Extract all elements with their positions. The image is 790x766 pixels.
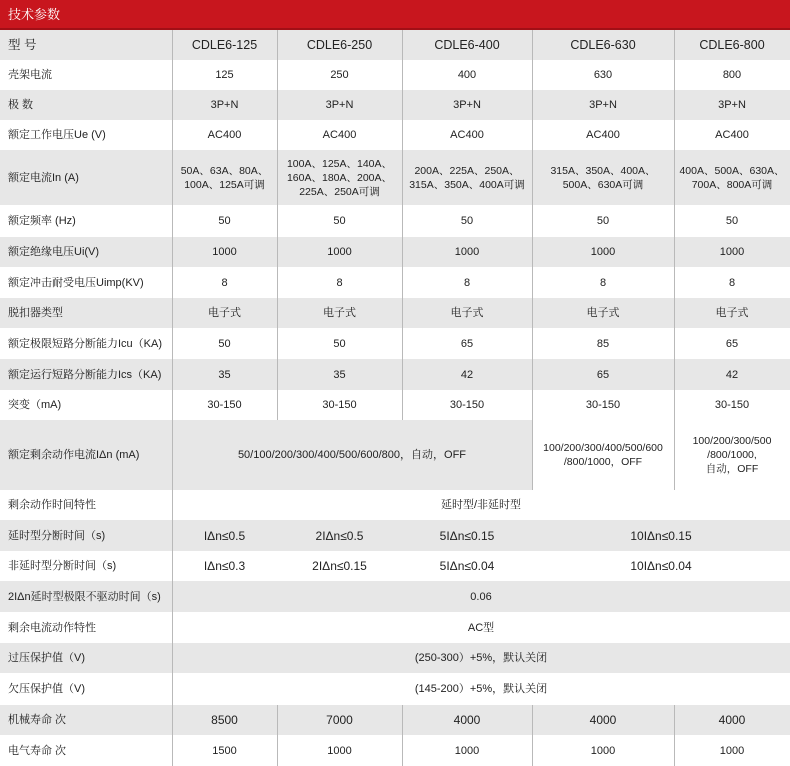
- frequency-value-800: 50: [674, 205, 790, 237]
- nondrive-value: 0.06: [172, 581, 790, 612]
- column-divider: [674, 60, 675, 90]
- column-divider: [674, 359, 675, 390]
- voltage-value-630: AC400: [532, 120, 674, 150]
- current-value-250-line: 160A、180A、200A、: [286, 171, 393, 184]
- poles-value-250: 3P+N: [277, 90, 402, 120]
- frame-value-800: 800: [674, 60, 790, 90]
- voltage-value-400: AC400: [402, 120, 532, 150]
- poles-value-630: 3P+N: [532, 90, 674, 120]
- column-divider: [277, 705, 278, 735]
- mech-life-value-800: 4000: [674, 705, 790, 735]
- frequency-label: 额定频率 (Hz): [0, 205, 172, 237]
- column-divider: [402, 30, 403, 60]
- elec-life-value-400: 1000: [402, 735, 532, 766]
- insulation-label: 额定绝缘电压Ui(V): [0, 237, 172, 267]
- column-divider: [532, 359, 533, 390]
- column-divider: [172, 735, 173, 766]
- current-value-125: [172, 150, 277, 205]
- current-value-125-line: 100A、125A可调: [184, 178, 265, 191]
- over-voltage-label: 过压保护值（V): [0, 643, 172, 673]
- current-value-800: [674, 150, 790, 205]
- sudden-value-250: 30-150: [277, 390, 402, 420]
- residual-value-800-line: /800/1000,: [707, 449, 757, 461]
- column-divider: [277, 30, 278, 60]
- column-divider: [532, 298, 533, 328]
- frequency-value-125: 50: [172, 205, 277, 237]
- column-divider: [172, 298, 173, 328]
- column-divider: [172, 267, 173, 298]
- ics-value-250: 35: [277, 359, 402, 390]
- column-divider: [172, 581, 173, 612]
- impulse-value-800: 8: [674, 267, 790, 298]
- column-divider: [172, 328, 173, 359]
- section-title: 技术参数: [0, 0, 790, 30]
- impulse-value-400: 8: [402, 267, 532, 298]
- column-divider: [532, 705, 533, 735]
- column-divider: [172, 705, 173, 735]
- voltage-value-800: AC400: [674, 120, 790, 150]
- column-divider: [277, 150, 278, 205]
- current-value-400-line: 315A、350A、400A可调: [409, 178, 525, 191]
- residual-char-value: AC型: [172, 612, 790, 643]
- column-divider: [172, 420, 173, 490]
- column-divider: [172, 490, 173, 520]
- column-divider: [277, 328, 278, 359]
- release-value-250: 电子式: [277, 298, 402, 328]
- sudden-value-800: 30-150: [674, 390, 790, 420]
- voltage-value-125: AC400: [172, 120, 277, 150]
- residual-value-800-line: 100/200/300/500: [692, 435, 772, 447]
- delay-break-value: 5IΔn≤0.15: [402, 520, 532, 551]
- elec-life-label: 电气寿命 次: [0, 735, 172, 766]
- column-divider: [277, 120, 278, 150]
- column-divider: [172, 390, 173, 420]
- icu-value-800: 65: [674, 328, 790, 359]
- poles-label: 极 数: [0, 90, 172, 120]
- current-label: 额定电流In (A): [0, 150, 172, 205]
- column-divider: [674, 420, 675, 490]
- residual-time-value: 延时型/非延时型: [172, 490, 790, 520]
- column-divider: [674, 328, 675, 359]
- column-divider: [532, 267, 533, 298]
- column-divider: [402, 735, 403, 766]
- column-divider: [402, 267, 403, 298]
- column-divider: [402, 328, 403, 359]
- column-divider: [532, 237, 533, 267]
- column-divider: [402, 120, 403, 150]
- column-divider: [532, 60, 533, 90]
- mech-life-label: 机械寿命 次: [0, 705, 172, 735]
- current-value-400-line: 200A、225A、250A、: [414, 164, 520, 177]
- model-label: 型 号: [0, 30, 172, 60]
- column-divider: [532, 30, 533, 60]
- column-divider: [402, 237, 403, 267]
- model-header-400: CDLE6-400: [402, 30, 532, 60]
- icu-value-630: 85: [532, 328, 674, 359]
- residual-value-630-line: 100/200/300/400/500/600: [543, 442, 663, 454]
- ics-value-800: 42: [674, 359, 790, 390]
- column-divider: [402, 298, 403, 328]
- column-divider: [402, 390, 403, 420]
- column-divider: [172, 643, 173, 673]
- over-voltage-value: (250-300）+5%，默认关闭: [172, 643, 790, 673]
- impulse-value-125: 8: [172, 267, 277, 298]
- column-divider: [674, 90, 675, 120]
- current-value-800-line: 400A、500A、630A、: [679, 164, 785, 177]
- column-divider: [532, 150, 533, 205]
- delay-break-value: 10IΔn≤0.15: [532, 520, 790, 551]
- under-voltage-label: 欠压保护值（V): [0, 673, 172, 705]
- column-divider: [674, 705, 675, 735]
- frequency-value-400: 50: [402, 205, 532, 237]
- column-divider: [172, 359, 173, 390]
- ics-value-125: 35: [172, 359, 277, 390]
- under-voltage-value: (145-200）+5%，默认关闭: [172, 673, 790, 705]
- column-divider: [402, 90, 403, 120]
- column-divider: [532, 328, 533, 359]
- column-divider: [172, 150, 173, 205]
- column-divider: [172, 90, 173, 120]
- insulation-value-400: 1000: [402, 237, 532, 267]
- column-divider: [532, 420, 533, 490]
- mech-life-value-125: 8500: [172, 705, 277, 735]
- frequency-value-630: 50: [532, 205, 674, 237]
- column-divider: [172, 520, 173, 551]
- icu-value-400: 65: [402, 328, 532, 359]
- column-divider: [402, 60, 403, 90]
- column-divider: [277, 60, 278, 90]
- current-value-630: [532, 150, 674, 205]
- current-value-400: [402, 150, 532, 205]
- residual-label: 额定剩余动作电流IΔn (mA): [0, 420, 172, 490]
- residual-value-630-line: /800/1000，OFF: [563, 456, 643, 468]
- nondelay-break-value: 5IΔn≤0.04: [402, 551, 532, 581]
- column-divider: [532, 205, 533, 237]
- column-divider: [277, 205, 278, 237]
- sudden-value-630: 30-150: [532, 390, 674, 420]
- column-divider: [172, 673, 173, 705]
- column-divider: [172, 237, 173, 267]
- column-divider: [172, 30, 173, 60]
- frame-value-125: 125: [172, 60, 277, 90]
- model-header-630: CDLE6-630: [532, 30, 674, 60]
- insulation-value-125: 1000: [172, 237, 277, 267]
- voltage-value-250: AC400: [277, 120, 402, 150]
- current-value-800-line: 700A、800A可调: [691, 178, 773, 191]
- insulation-value-250: 1000: [277, 237, 402, 267]
- nondelay-break-label: 非延时型分断时间（s): [0, 551, 172, 581]
- column-divider: [532, 120, 533, 150]
- insulation-value-800: 1000: [674, 237, 790, 267]
- column-divider: [674, 120, 675, 150]
- current-value-250-line: 100A、125A、140A、: [286, 157, 393, 170]
- elec-life-value-250: 1000: [277, 735, 402, 766]
- column-divider: [674, 205, 675, 237]
- insulation-value-630: 1000: [532, 237, 674, 267]
- mech-life-value-630: 4000: [532, 705, 674, 735]
- column-divider: [277, 90, 278, 120]
- nondelay-break-value: 10IΔn≤0.04: [532, 551, 790, 581]
- release-label: 脱扣器类型: [0, 298, 172, 328]
- column-divider: [532, 390, 533, 420]
- column-divider: [674, 267, 675, 298]
- column-divider: [674, 390, 675, 420]
- current-value-630-line: 500A、630A可调: [562, 178, 644, 191]
- column-divider: [172, 205, 173, 237]
- model-header-125: CDLE6-125: [172, 30, 277, 60]
- poles-value-800: 3P+N: [674, 90, 790, 120]
- mech-life-value-400: 4000: [402, 705, 532, 735]
- column-divider: [402, 150, 403, 205]
- ics-value-400: 42: [402, 359, 532, 390]
- column-divider: [277, 237, 278, 267]
- residual-char-label: 剩余电流动作特性: [0, 612, 172, 643]
- column-divider: [674, 735, 675, 766]
- delay-break-label: 延时型分断时间（s): [0, 520, 172, 551]
- current-value-630-line: 315A、350A、400A、: [550, 164, 656, 177]
- nondrive-label: 2IΔn延时型极限不驱动时间（s): [0, 581, 172, 612]
- mech-life-value-250: 7000: [277, 705, 402, 735]
- column-divider: [674, 30, 675, 60]
- current-value-125-line: 50A、63A、80A、: [180, 164, 269, 177]
- column-divider: [277, 735, 278, 766]
- delay-break-value: 2IΔn≤0.5: [277, 520, 402, 551]
- nondelay-break-value: IΔn≤0.3: [172, 551, 277, 581]
- residual-value-800-line: 自动，OFF: [705, 463, 759, 475]
- frame-value-630: 630: [532, 60, 674, 90]
- ics-label: 额定运行短路分断能力Ics（KA): [0, 359, 172, 390]
- frame-value-250: 250: [277, 60, 402, 90]
- icu-value-250: 50: [277, 328, 402, 359]
- release-value-125: 电子式: [172, 298, 277, 328]
- residual-span-value: 50/100/200/300/400/500/600/800，自动，OFF: [172, 420, 532, 490]
- model-header-800: CDLE6-800: [674, 30, 790, 60]
- impulse-value-250: 8: [277, 267, 402, 298]
- column-divider: [674, 298, 675, 328]
- residual-time-label: 剩余动作时间特性: [0, 490, 172, 520]
- delay-break-value: IΔn≤0.5: [172, 520, 277, 551]
- column-divider: [172, 612, 173, 643]
- column-divider: [674, 237, 675, 267]
- release-value-630: 电子式: [532, 298, 674, 328]
- release-value-400: 电子式: [402, 298, 532, 328]
- sudden-label: 突变（mA): [0, 390, 172, 420]
- frame-value-400: 400: [402, 60, 532, 90]
- column-divider: [674, 150, 675, 205]
- column-divider: [402, 359, 403, 390]
- column-divider: [532, 90, 533, 120]
- elec-life-value-125: 1500: [172, 735, 277, 766]
- column-divider: [277, 267, 278, 298]
- elec-life-value-800: 1000: [674, 735, 790, 766]
- sudden-value-400: 30-150: [402, 390, 532, 420]
- nondelay-break-value: 2IΔn≤0.15: [277, 551, 402, 581]
- column-divider: [172, 551, 173, 581]
- elec-life-value-630: 1000: [532, 735, 674, 766]
- impulse-label: 额定冲击耐受电压Uimp(KV): [0, 267, 172, 298]
- residual-value-800: [674, 420, 790, 490]
- icu-label: 额定极限短路分断能力Icu（KA): [0, 328, 172, 359]
- frame-label: 壳架电流: [0, 60, 172, 90]
- column-divider: [172, 120, 173, 150]
- sudden-value-125: 30-150: [172, 390, 277, 420]
- residual-value-630: [532, 420, 674, 490]
- column-divider: [172, 60, 173, 90]
- release-value-800: 电子式: [674, 298, 790, 328]
- impulse-value-630: 8: [532, 267, 674, 298]
- frequency-value-250: 50: [277, 205, 402, 237]
- current-value-250: [277, 150, 402, 205]
- current-value-250-line: 225A、250A可调: [299, 185, 380, 198]
- poles-value-400: 3P+N: [402, 90, 532, 120]
- ics-value-630: 65: [532, 359, 674, 390]
- column-divider: [402, 705, 403, 735]
- column-divider: [402, 205, 403, 237]
- model-header-250: CDLE6-250: [277, 30, 402, 60]
- column-divider: [277, 390, 278, 420]
- column-divider: [532, 735, 533, 766]
- column-divider: [277, 359, 278, 390]
- poles-value-125: 3P+N: [172, 90, 277, 120]
- column-divider: [277, 298, 278, 328]
- icu-value-125: 50: [172, 328, 277, 359]
- voltage-label: 额定工作电压Ue (V): [0, 120, 172, 150]
